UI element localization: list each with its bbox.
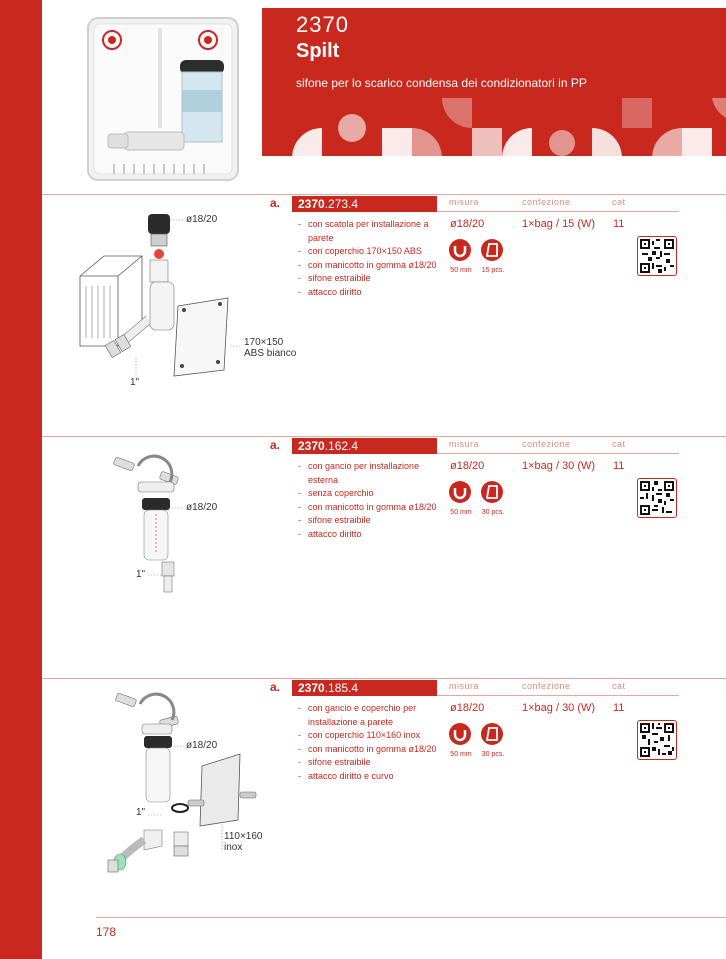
product-diagram <box>74 206 297 391</box>
feature-item: - attacco diritto <box>298 528 438 542</box>
column-header-measure: misura <box>449 197 480 207</box>
product-description: sifone per lo scarico condensa dei condizionatori in PP <box>296 76 587 90</box>
column-header-category: cat <box>612 197 626 207</box>
feature-item: - attacco diritto <box>298 286 438 300</box>
siphon-size-icon <box>448 238 472 262</box>
qr-code-icon[interactable] <box>637 236 677 276</box>
icon-pcs-caption: 15 pcs. <box>481 267 505 274</box>
measure-value: ø18/20 <box>450 218 485 230</box>
page-number: 178 <box>96 925 117 939</box>
feature-item: - attacco diritto e curvo <box>298 770 438 784</box>
diameter-label: ø18/20 <box>186 502 218 513</box>
feature-item: - senza coperchio <box>298 487 438 501</box>
article-code: 2370.162.4 <box>292 438 437 454</box>
thread-size-label: 1" <box>136 807 146 818</box>
column-header-underline <box>437 453 679 454</box>
cover-size-label: 110×160 <box>224 831 263 842</box>
icon-size-caption: 50 mm <box>450 509 472 516</box>
category-value: 11 <box>613 702 625 714</box>
footer-divider <box>96 917 726 918</box>
feature-item: - con coperchio 110×160 inox <box>298 729 438 743</box>
section-divider <box>42 436 726 437</box>
cover-material-label: ABS bianco <box>244 348 297 359</box>
product-code-row <box>270 680 679 695</box>
qr-code-icon[interactable] <box>637 478 677 518</box>
package-quantity-icon <box>480 238 504 262</box>
feature-item: - con manicotto in gomma ø18/20 <box>298 743 438 757</box>
column-header-category: cat <box>612 681 626 691</box>
product-code-title: 2370 <box>296 12 349 37</box>
icon-pcs-caption: 30 pcs. <box>481 509 505 516</box>
product-code-row <box>270 196 679 211</box>
cover-material-label: inox <box>224 842 243 853</box>
feature-item: - con scatola per installazione a parete <box>298 218 438 245</box>
column-header-measure: misura <box>449 681 480 691</box>
packaging-value: 1×bag / 30 (W) <box>522 702 596 714</box>
product-name: Spilt <box>296 40 340 62</box>
category-value: 11 <box>613 460 625 472</box>
article-code: 2370.273.4 <box>292 196 437 212</box>
qr-code-icon[interactable] <box>637 720 677 760</box>
column-header-packaging: confezione <box>522 197 571 207</box>
feature-list <box>298 218 438 299</box>
variant-prefix: a. <box>270 438 281 452</box>
product-diagram <box>100 690 280 880</box>
feature-item: - con gancio e coperchio per installazione a parete <box>298 702 438 729</box>
cover-size-label: 170×150 <box>244 337 284 348</box>
diameter-label: ø18/20 <box>186 740 218 751</box>
feature-item: - sifone estraibile <box>298 272 438 286</box>
column-header-packaging: confezione <box>522 439 571 449</box>
section-divider <box>42 678 726 679</box>
left-color-band <box>0 0 42 959</box>
packaging-value: 1×bag / 15 (W) <box>522 218 596 230</box>
package-quantity-icon <box>480 722 504 746</box>
article-code: 2370.185.4 <box>292 680 437 696</box>
feature-item: - con coperchio 170×150 ABS <box>298 245 438 259</box>
siphon-size-icon <box>448 480 472 504</box>
feature-item: - sifone estraibile <box>298 756 438 770</box>
decorative-pattern <box>292 98 726 156</box>
feature-item: - con gancio per installazione esterna <box>298 460 438 487</box>
product-code-row <box>270 438 679 453</box>
feature-item: - con manicotto in gomma ø18/20 <box>298 259 438 273</box>
thread-size-label: 1" <box>136 569 146 580</box>
column-header-measure: misura <box>449 439 480 449</box>
siphon-size-icon <box>448 722 472 746</box>
product-hero-photo <box>84 14 242 184</box>
measure-value: ø18/20 <box>450 702 485 714</box>
feature-list <box>298 460 438 541</box>
column-header-underline <box>437 695 679 696</box>
feature-item: - con manicotto in gomma ø18/20 <box>298 501 438 515</box>
measure-value: ø18/20 <box>450 460 485 472</box>
product-diagram <box>100 452 250 602</box>
diameter-label: ø18/20 <box>186 214 218 225</box>
section-divider <box>42 194 726 195</box>
column-header-underline <box>437 211 679 212</box>
column-header-packaging: confezione <box>522 681 571 691</box>
thread-size-label: 1" <box>130 377 140 388</box>
category-value: 11 <box>613 218 625 230</box>
icon-size-caption: 50 mm <box>450 267 472 274</box>
packaging-value: 1×bag / 30 (W) <box>522 460 596 472</box>
column-header-category: cat <box>612 439 626 449</box>
package-quantity-icon <box>480 480 504 504</box>
variant-prefix: a. <box>270 680 281 694</box>
variant-prefix: a. <box>270 196 281 210</box>
feature-item: - sifone estraibile <box>298 514 438 528</box>
icon-size-caption: 50 mm <box>450 751 472 758</box>
icon-pcs-caption: 30 pcs. <box>481 751 505 758</box>
feature-list <box>298 702 438 783</box>
